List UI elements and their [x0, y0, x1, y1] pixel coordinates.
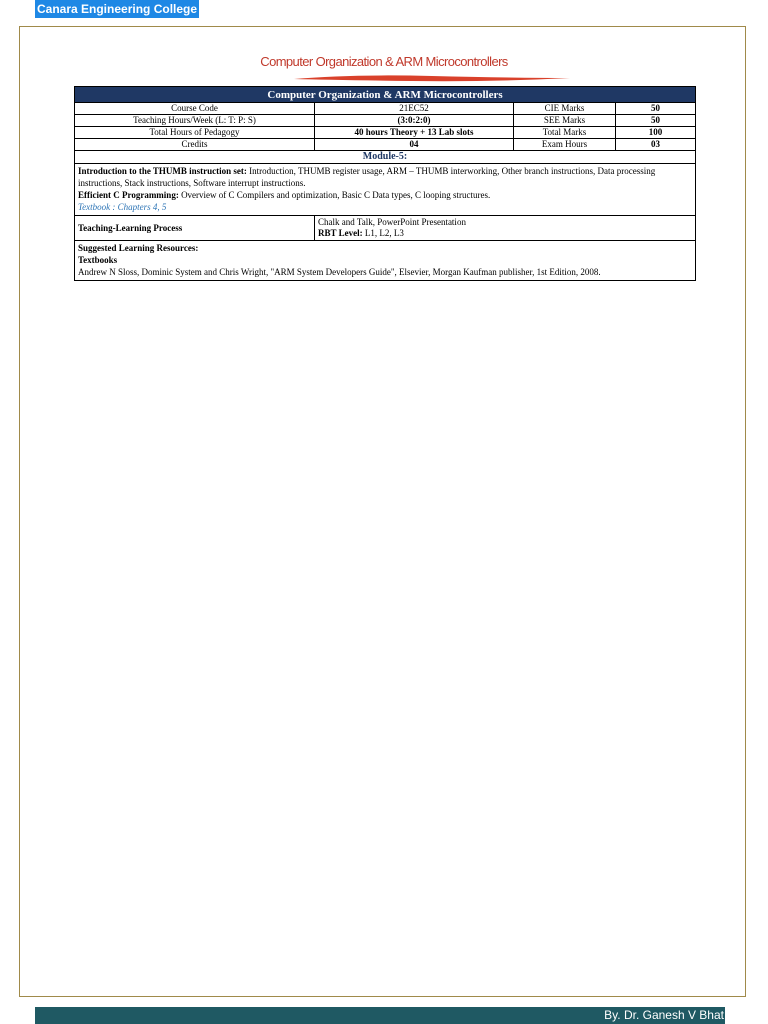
college-name-tag: Canara Engineering College — [37, 2, 198, 16]
teaching-process-row — [75, 216, 696, 241]
learning-resources — [75, 241, 696, 281]
topic-thumb — [78, 165, 692, 189]
exam-hours-label: Exam Hours — [514, 139, 616, 151]
teaching-process-label: Teaching-Learning Process — [75, 216, 315, 241]
credits-label: Credits — [75, 139, 315, 151]
teaching-hours-value: (3:0:2:0) — [315, 115, 514, 127]
cie-marks-label: CIE Marks — [514, 103, 616, 115]
topic-efficient-c — [78, 189, 692, 201]
rbt-level-label: RBT Level: — [318, 228, 363, 238]
table-row — [75, 127, 696, 139]
title-underline-swoosh — [292, 73, 572, 83]
credits-value: 04 — [315, 139, 514, 151]
table-header-row — [75, 87, 696, 103]
textbooks-heading: Textbooks — [78, 255, 118, 265]
table-title: Computer Organization & ARM Microcontrollers — [75, 87, 696, 103]
syllabus-table — [74, 86, 696, 281]
pedagogy-hours-value: 40 hours Theory + 13 Lab slots — [315, 127, 514, 139]
textbook-reference: Textbook : Chapters 4, 5 — [78, 202, 167, 212]
footer-bar — [35, 1007, 725, 1024]
module-row — [75, 151, 696, 164]
cie-marks-value: 50 — [616, 103, 696, 115]
teaching-method-cell — [315, 216, 696, 241]
footer-author: By. Dr. Ganesh V Bhat — [604, 1008, 724, 1022]
see-marks-value: 50 — [616, 115, 696, 127]
course-code-value: 21EC52 — [315, 103, 514, 115]
module-content — [75, 164, 696, 216]
topic-efficient-c-heading: Efficient C Programming: — [78, 190, 179, 200]
page-title: Computer Organization & ARM Microcontrollers — [260, 54, 508, 69]
teaching-method: Chalk and Talk, PowerPoint Presentation — [318, 217, 466, 227]
topic-thumb-text: Introduction, THUMB register usage, ARM – THUMB interworking, Other branch instructions, Data processing instructions, Stack instructions, Software interrupt instructions. — [78, 166, 656, 188]
pedagogy-hours-label: Total Hours of Pedagogy — [75, 127, 315, 139]
course-code-label: Course Code — [75, 103, 315, 115]
exam-hours-value: 03 — [616, 139, 696, 151]
module-title: Module-5: — [75, 151, 696, 164]
module-content-row — [75, 164, 696, 216]
teaching-hours-label: Teaching Hours/Week (L: T: P: S) — [75, 115, 315, 127]
total-marks-value: 100 — [616, 127, 696, 139]
rbt-level — [318, 228, 692, 239]
topic-thumb-heading: Introduction to the THUMB instruction set: — [78, 166, 247, 176]
rbt-level-value: L1, L2, L3 — [362, 228, 404, 238]
total-marks-label: Total Marks — [514, 127, 616, 139]
table-row — [75, 139, 696, 151]
resources-heading: Suggested Learning Resources: — [78, 243, 199, 253]
resources-row — [75, 241, 696, 281]
topic-efficient-c-text: Overview of C Compilers and optimization, Basic C Data types, C looping structures. — [178, 190, 491, 200]
table-row — [75, 103, 696, 115]
see-marks-label: SEE Marks — [514, 115, 616, 127]
textbook-entry: Andrew N Sloss, Dominic System and Chris Wright, "ARM System Developers Guide", Elsevier, Morgan Kaufman publisher, 1st Edition, 2008. — [78, 267, 601, 277]
table-row — [75, 115, 696, 127]
